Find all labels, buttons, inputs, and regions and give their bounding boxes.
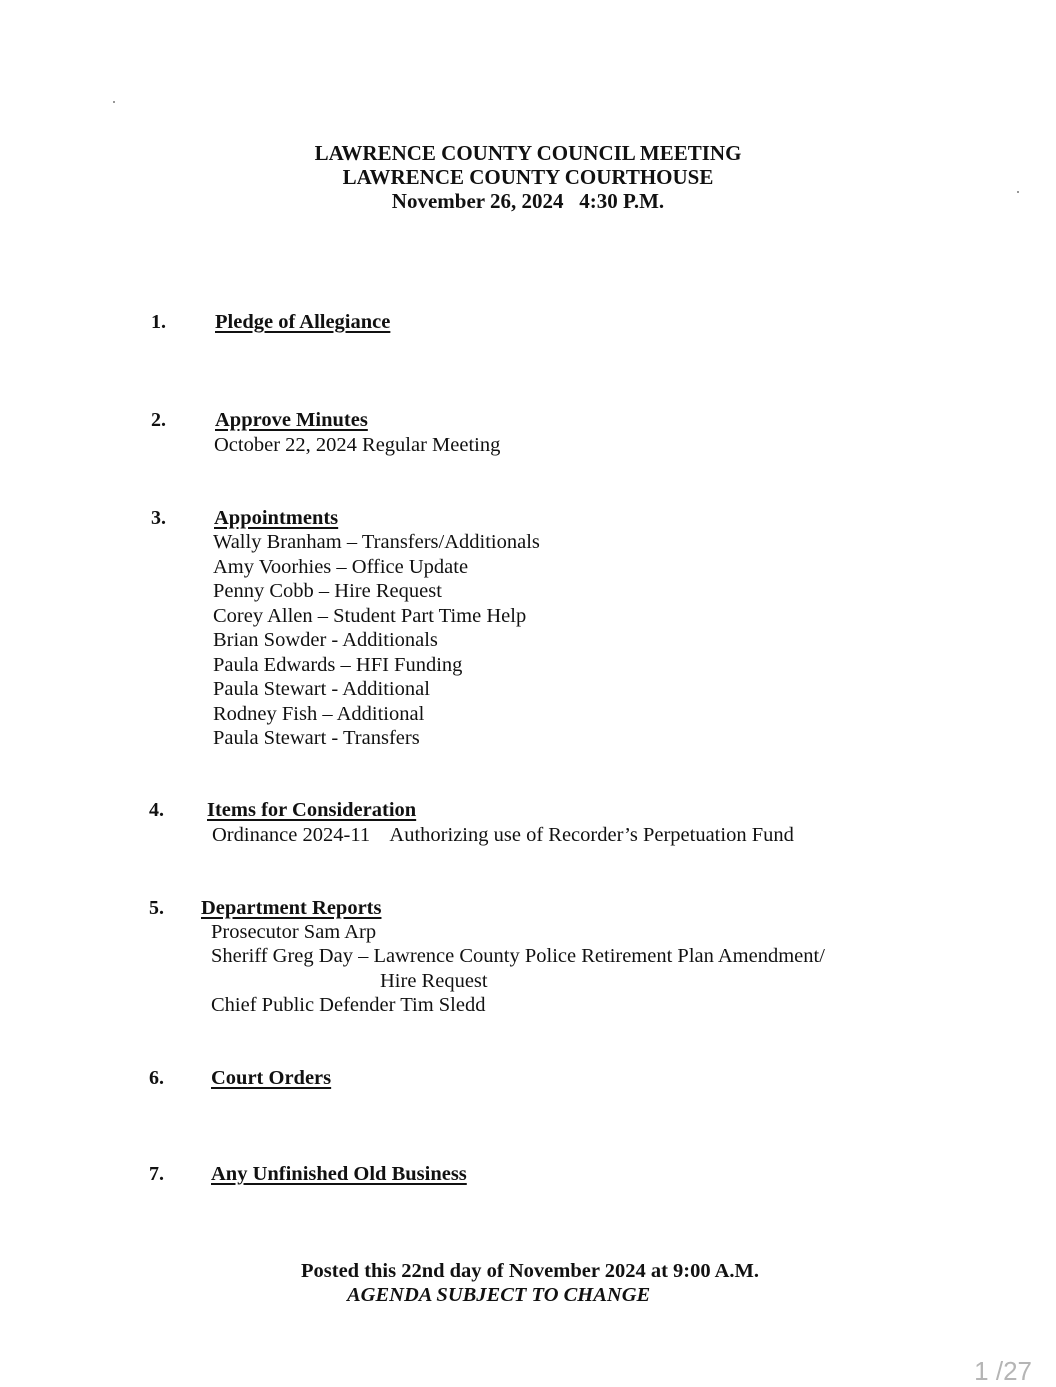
- item-number: 5.: [149, 897, 164, 919]
- appointment-line: Paula Edwards – HFI Funding: [213, 653, 463, 676]
- minutes-line: October 22, 2024 Regular Meeting: [214, 434, 501, 456]
- scan-speck: [113, 101, 115, 103]
- appointment-line: Paula Stewart - Transfers: [213, 727, 420, 749]
- appointment-line: Amy Voorhies – Office Update: [213, 555, 469, 578]
- meeting-title: LAWRENCE COUNTY COUNCIL MEETING: [314, 141, 742, 165]
- report-line-continued: Hire Request: [380, 969, 488, 992]
- item-heading-court-orders: Court Orders: [211, 1067, 332, 1089]
- appointment-line: Rodney Fish – Additional: [213, 702, 425, 725]
- meeting-datetime: November 26, 2024 4:30 P.M.: [391, 189, 665, 213]
- appointment-line: Brian Sowder - Additionals: [213, 629, 438, 651]
- appointment-line: Penny Cobb – Hire Request: [213, 580, 442, 602]
- agenda-change-notice: AGENDA SUBJECT TO CHANGE: [347, 1284, 651, 1306]
- appointment-line: Corey Allen – Student Part Time Help: [213, 604, 527, 627]
- item-heading-appointments: Appointments: [214, 507, 339, 529]
- item-heading-department-reports: Department Reports: [201, 897, 382, 919]
- appointment-line: Wally Branham – Transfers/Additionals: [213, 531, 540, 553]
- ordinance-line: Ordinance 2024-11 Authorizing use of Recorder’s Perpetuation Fund: [212, 824, 794, 846]
- page-indicator: 1 /27: [974, 1356, 1032, 1386]
- item-number: 2.: [151, 409, 166, 431]
- item-heading-unfinished-business: Any Unfinished Old Business: [211, 1163, 467, 1185]
- item-number: 4.: [149, 799, 164, 821]
- item-heading-pledge: Pledge of Allegiance: [215, 311, 391, 333]
- report-line: Prosecutor Sam Arp: [211, 921, 377, 943]
- item-number: 6.: [149, 1067, 164, 1089]
- meeting-location: LAWRENCE COUNTY COURTHOUSE: [342, 165, 714, 189]
- item-number: 1.: [151, 311, 166, 333]
- item-number: 7.: [149, 1163, 164, 1185]
- item-heading-minutes: Approve Minutes: [215, 409, 368, 431]
- report-line: Sheriff Greg Day – Lawrence County Police Retirement Plan Amendment/: [211, 945, 825, 967]
- appointment-line: Paula Stewart - Additional: [213, 678, 430, 700]
- posted-notice: Posted this 22nd day of November 2024 at 9:00 A.M.: [301, 1260, 760, 1282]
- item-heading-consideration: Items for Consideration: [207, 799, 417, 821]
- item-number: 3.: [151, 507, 166, 529]
- report-line: Chief Public Defender Tim Sledd: [211, 994, 486, 1016]
